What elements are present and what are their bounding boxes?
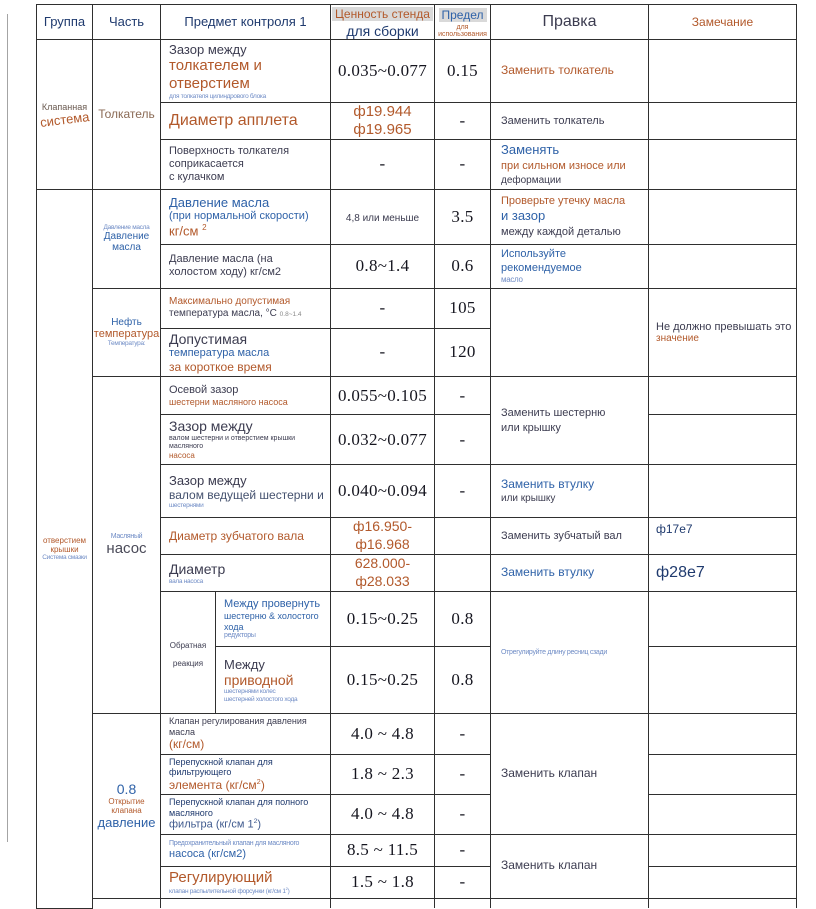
table-row bbox=[37, 714, 797, 754]
part-oil-pressure: Давление масла Давление масла bbox=[93, 189, 161, 288]
cell-limit: - bbox=[435, 794, 491, 834]
group-label-line2: система bbox=[39, 108, 90, 130]
cell-value: 628.000-ф28.033 bbox=[331, 555, 435, 592]
part-tappet bbox=[93, 40, 161, 190]
cell-limit: - bbox=[435, 103, 491, 140]
cell-limit: - bbox=[435, 714, 491, 754]
cell-limit: 0.6 bbox=[435, 244, 491, 288]
col-header-value bbox=[331, 5, 435, 40]
cell-value: 1.8 ~ 2.3 bbox=[331, 754, 435, 794]
table-row-cutoff bbox=[37, 898, 797, 908]
group-lubrication-system bbox=[37, 189, 93, 908]
col-header-remark bbox=[649, 5, 797, 40]
cell-limit: 105 bbox=[435, 288, 491, 328]
sub-part-label: Обратная реакция bbox=[169, 640, 207, 668]
cell-subject: Зазор между валом ведущей шестерни и шестернями bbox=[161, 465, 331, 518]
col-header-limit-line1: Предел bbox=[439, 8, 487, 22]
cell-subject: Между провернуть шестерню & холостого хода редукторы bbox=[216, 592, 331, 647]
cell-value: - bbox=[331, 288, 435, 328]
cell-fix bbox=[491, 288, 649, 377]
cell-limit: 120 bbox=[435, 328, 491, 377]
cell-remark bbox=[649, 592, 797, 647]
cell-limit: - bbox=[435, 415, 491, 465]
col-header-group bbox=[37, 5, 93, 40]
part-label: Толкатель bbox=[98, 107, 155, 122]
cell-subject: Между приводной шестернями колес шестерней холостого хода bbox=[216, 647, 331, 714]
table-row bbox=[37, 288, 797, 328]
col-header-value-line1: Ценность стенда bbox=[332, 7, 433, 21]
cell-subject: Регулирующий клапан распылительной форсунки (кг/см $1^2$) bbox=[161, 866, 331, 898]
cell-remark bbox=[649, 189, 797, 244]
cell-limit: - bbox=[435, 140, 491, 189]
cell-limit: - bbox=[435, 377, 491, 415]
table-row bbox=[37, 40, 797, 103]
cell-value: 0.032~0.077 bbox=[331, 415, 435, 465]
cell-value: - bbox=[331, 140, 435, 189]
group-valve-system bbox=[37, 40, 93, 190]
col-header-subject bbox=[161, 5, 331, 40]
cell-value: 8.5 ~ 11.5 bbox=[331, 834, 435, 866]
part-valve-opening-pressure: 0.8 Открытие клапана давление bbox=[93, 714, 161, 899]
cell-subject bbox=[161, 898, 331, 908]
cell-remark bbox=[649, 898, 797, 908]
inspection-spec-table bbox=[36, 4, 797, 909]
cell-value: ф16.950-ф16.968 bbox=[331, 518, 435, 555]
cell-fix: Отрегулируйте длину ресниц сзади bbox=[491, 592, 649, 714]
table-row bbox=[37, 377, 797, 415]
cell-value: 0.15~0.25 bbox=[331, 647, 435, 714]
cell-limit: 3.5 bbox=[435, 189, 491, 244]
cell-value: 4,8 или меньше bbox=[331, 189, 435, 244]
cell-value: 4.0 ~ 4.8 bbox=[331, 714, 435, 754]
cell-remark bbox=[649, 714, 797, 754]
header-row bbox=[37, 5, 797, 40]
cell-subject: Поверхность толкателя соприкасается с кулачком bbox=[161, 140, 331, 189]
col-header-remark-label: Замечание bbox=[691, 15, 754, 29]
cell-subject: Давление масла (при нормальной скорости) кг/см $^2$ bbox=[161, 189, 331, 244]
cell-subject: Допустимая температура масла за короткое время bbox=[161, 328, 331, 377]
cell-limit: - bbox=[435, 834, 491, 866]
cell-remark bbox=[649, 834, 797, 866]
part-label: давление bbox=[97, 815, 156, 831]
document-page bbox=[0, 4, 816, 895]
cell-fix: Заменить толкатель bbox=[491, 40, 649, 103]
cell-subject: Перепускной клапан для фильтрующего элемента $(кг/см^2)$ bbox=[161, 754, 331, 794]
cell-fix: Заменить клапан bbox=[491, 714, 649, 835]
cell-limit bbox=[435, 898, 491, 908]
table-row bbox=[37, 189, 797, 244]
cell-part bbox=[93, 898, 161, 908]
cell-subject: Диаметр зубчатого вала bbox=[161, 518, 331, 555]
cell-limit: - bbox=[435, 754, 491, 794]
cell-remark bbox=[649, 140, 797, 189]
cell-limit bbox=[435, 518, 491, 555]
cell-value: 0.055~0.105 bbox=[331, 377, 435, 415]
cell-remark bbox=[649, 377, 797, 415]
cell-value: 0.8~1.4 bbox=[331, 244, 435, 288]
col-header-fix bbox=[491, 5, 649, 40]
cell-fix: Заменить толкатель bbox=[491, 103, 649, 140]
col-header-limit-line2: для использования bbox=[438, 24, 487, 38]
cell-fix: Заменить шестерню или крышку bbox=[491, 377, 649, 465]
cell-fix: Заменить зубчатый вал bbox=[491, 518, 649, 555]
col-header-value-line2: для сборки bbox=[346, 23, 419, 39]
col-header-part bbox=[93, 5, 161, 40]
cell-remark bbox=[649, 647, 797, 714]
cell-fix: Проверьте утечку масла и зазор между каждой деталью bbox=[491, 189, 649, 244]
part-oil-temperature: Нефть температура Температура: bbox=[93, 288, 161, 377]
cell-remark bbox=[649, 244, 797, 288]
group-label-line2: Система смазки bbox=[42, 554, 87, 562]
cell-value: 0.035~0.077 bbox=[331, 40, 435, 103]
cell-subject: Давление масла (на холостом ходу) кг/см2 bbox=[161, 244, 331, 288]
cell-value: 4.0 ~ 4.8 bbox=[331, 794, 435, 834]
cell-fix: Заменить втулку bbox=[491, 555, 649, 592]
cell-fix: Заменить клапан bbox=[491, 834, 649, 898]
part-backlash bbox=[161, 592, 216, 714]
part-label: температура bbox=[93, 328, 160, 341]
group-label-line1: Клапанная bbox=[41, 101, 88, 112]
cell-fix: Заменить втулку или крышку bbox=[491, 465, 649, 518]
cell-remark bbox=[649, 866, 797, 898]
cell-subject: Диаметр вала насоса bbox=[161, 555, 331, 592]
cell-remark: ф17е7 bbox=[649, 518, 797, 555]
cell-remark bbox=[649, 794, 797, 834]
cell-subject: Клапан регулирования давления масла (кг/см) bbox=[161, 714, 331, 754]
cell-limit: - bbox=[435, 866, 491, 898]
cell-value: - bbox=[331, 328, 435, 377]
cell-subject: Максимально допустимая температура масла, °C 0.8~1.4 bbox=[161, 288, 331, 328]
cell-subject: Перепускной клапан для полного масляного фильтра (кг/см $1^2$) bbox=[161, 794, 331, 834]
part-label: Давление масла bbox=[103, 231, 150, 254]
col-header-part-label: Часть bbox=[108, 14, 145, 29]
cell-subject: Осевой зазор шестерни масляного насоса bbox=[161, 377, 331, 415]
col-header-fix-label: Правка bbox=[542, 13, 597, 30]
cell-remark bbox=[649, 103, 797, 140]
group-label-line1: отверстием крышки bbox=[42, 536, 87, 555]
cell-value: ф19.944 ф19.965 bbox=[331, 103, 435, 140]
cell-remark bbox=[649, 465, 797, 518]
cell-subject: Зазор между валом шестерни и отверстием крышки масляного насоса bbox=[161, 415, 331, 465]
col-header-subject-label: Предмет контроля 1 bbox=[184, 14, 307, 29]
cell-fix bbox=[491, 898, 649, 908]
cell-limit: 0.15 bbox=[435, 40, 491, 103]
cell-remark bbox=[649, 40, 797, 103]
cell-limit bbox=[435, 555, 491, 592]
cell-remark bbox=[649, 415, 797, 465]
cell-value bbox=[331, 898, 435, 908]
cell-fix: Используйте рекомендуемое масло bbox=[491, 244, 649, 288]
col-header-limit bbox=[435, 5, 491, 40]
cell-limit: 0.8 bbox=[435, 592, 491, 647]
cell-remark: ф28е7 bbox=[649, 555, 797, 592]
cell-value: 1.5 ~ 1.8 bbox=[331, 866, 435, 898]
cell-remark bbox=[649, 754, 797, 794]
cell-fix: Заменять при сильном износе или деформации bbox=[491, 140, 649, 189]
cell-limit: - bbox=[435, 465, 491, 518]
cell-remark: Не должно превышать это значение bbox=[649, 288, 797, 377]
cell-value: 0.15~0.25 bbox=[331, 592, 435, 647]
cell-limit: 0.8 bbox=[435, 647, 491, 714]
scan-page-margin-line bbox=[7, 14, 8, 842]
col-header-group-label: Группа bbox=[43, 14, 86, 29]
cell-subject: Диаметр апплета bbox=[161, 103, 331, 140]
part-oil-pump: Масляный насос bbox=[93, 377, 161, 714]
cell-subject: Зазор между толкателем и отверстием для толкателя цилиндрового блока bbox=[161, 40, 331, 103]
cell-value: 0.040~0.094 bbox=[331, 465, 435, 518]
cell-subject: Предохранительный клапан для масляного насоса (кг/см2) bbox=[161, 834, 331, 866]
part-label: насос bbox=[106, 540, 147, 558]
